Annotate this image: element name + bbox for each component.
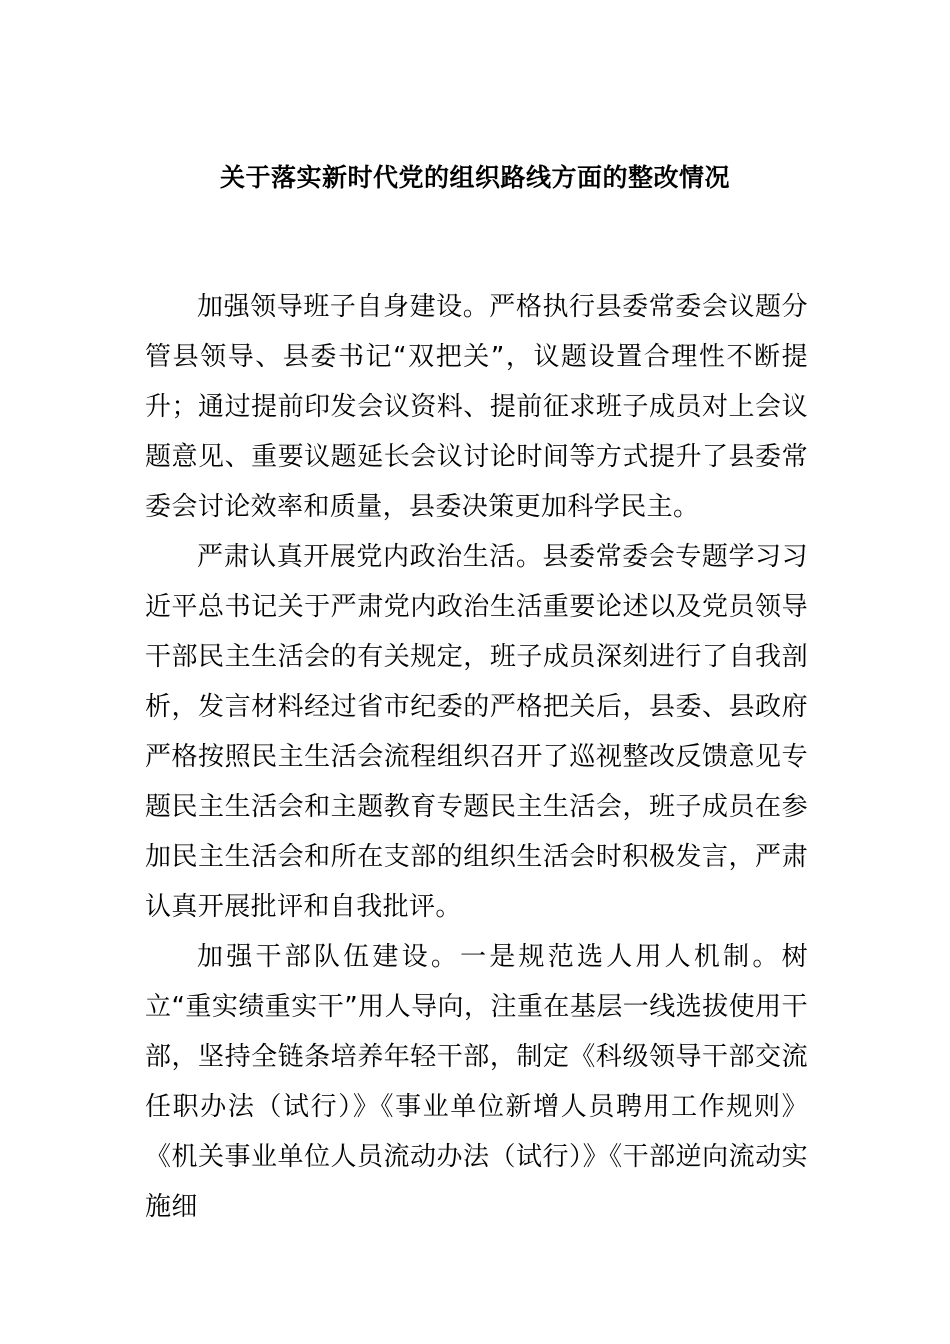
paragraph-leadership: 加强领导班子自身建设。严格执行县委常委会议题分管县领导、县委书记“双把关”，议题设置合理性不断提升；通过提前印发会议资料、提前征求班子成员对上会议题意见、重要议题延长会议讨论时间等方式提升了县委常委会讨论效率和质量，县委决策更加科学民主。 xyxy=(145,292,808,522)
document-title: 关于落实新时代党的组织路线方面的整改情况 xyxy=(219,163,730,192)
paragraph-cadre-team: 加强干部队伍建设。一是规范选人用人机制。树立“重实绩重实干”用人导向，注重在基层一线选拔使用干部，坚持全链条培养年轻干部，制定《科级领导干部交流任职办法（试行）》《事业单位新增人员聘用工作规则》《机关事业单位人员流动办法（试行）》《干部逆向流动实施细 xyxy=(145,942,808,1222)
document-body xyxy=(145,282,808,1232)
paragraph-political-life: 严肃认真开展党内政治生活。县委常委会专题学习习近平总书记关于严肃党内政治生活重要论述以及党员领导干部民主生活会的有关规定，班子成员深刻进行了自我剖析，发言材料经过省市纪委的严格把关后，县委、县政府严格按照民主生活会流程组织召开了巡视整改反馈意见专题民主生活会和主题教育专题民主生活会，班子成员在参加民主生活会和所在支部的组织生活会时积极发言，严肃认真开展批评和自我批评。 xyxy=(145,542,808,922)
